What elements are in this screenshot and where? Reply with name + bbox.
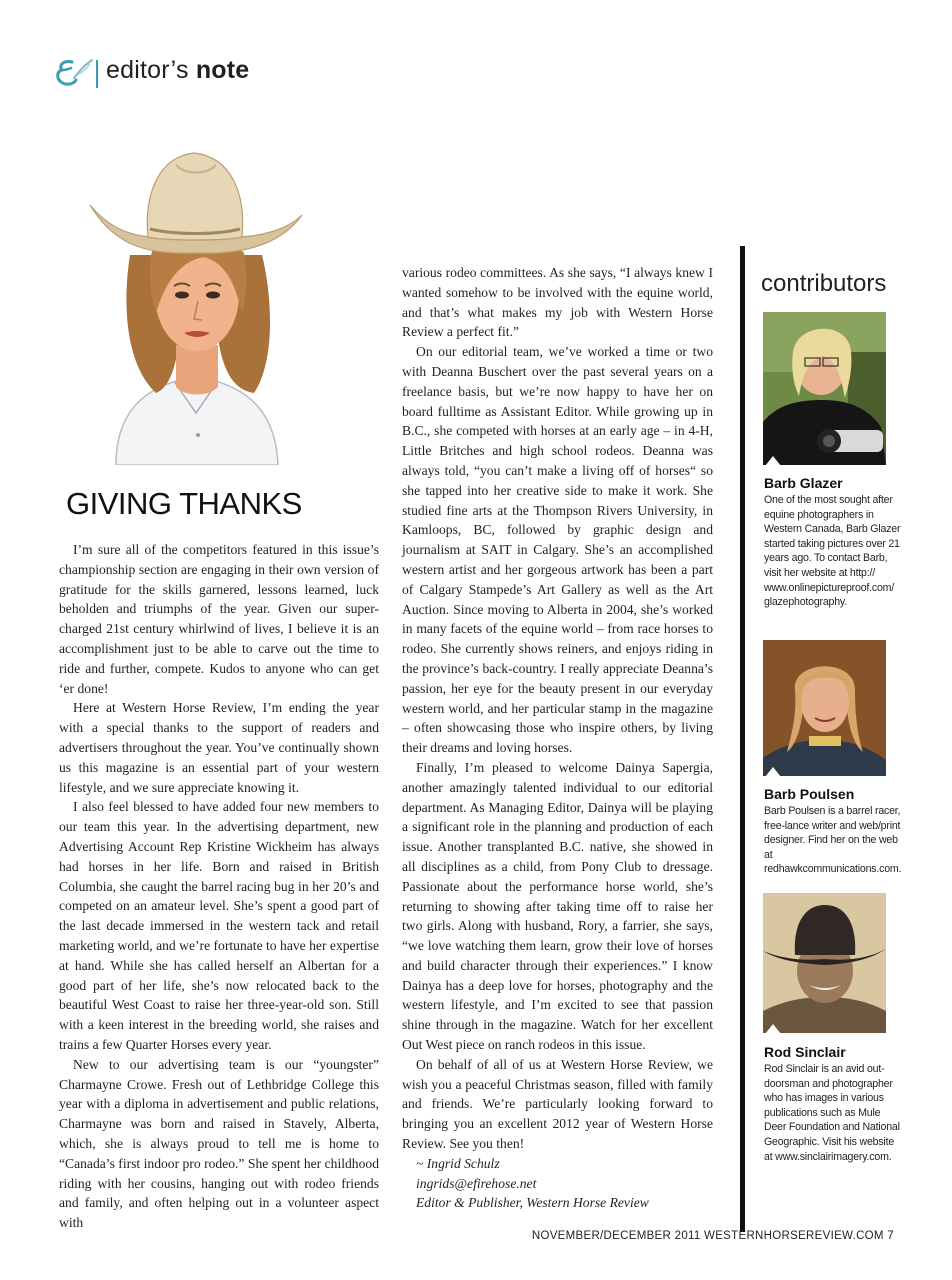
contributors-heading: contributors (761, 270, 887, 297)
editor-portrait-illustration (86, 145, 306, 465)
page-footer: NOVEMBER/DECEMBER 2011 WESTERNHORSEREVIEW.COM 7 (531, 1230, 894, 1242)
paragraph: various rodeo committees. As she says, “I always knew I wanted somehow to be involved with the equine world, and that’s what makes my job with Western Horse Review a perfect fit.” (402, 265, 713, 340)
contributor-photo-rod-sinclair (763, 893, 886, 1033)
section-title (106, 56, 249, 85)
signature-name: ~ Ingrid Schulz (416, 1155, 500, 1171)
contributor-bio: One of the most sought after equine photographers in Western Canada, Barb Glazer started taking pictures over 21 years ago. To contact Barb, visit her website at http:// www.onlinepictureproof.com/ glazephotography. (764, 494, 901, 609)
section-title-prefix: editor’s (106, 56, 189, 84)
paragraph: I’m sure all of the competitors featured in this issue’s championship section are engaging in their own version of gratitude for the skills garnered, lessons learned, luck beholden and triumphs of the year. Given our super-charged 21st century whirlwind of lives, I believe it is an accomplishment just to be able to carve out the time to ride and further, compete. Kudos to anyone who can get ‘er done! (59, 542, 379, 696)
contributor-name: Rod Sinclair (764, 1044, 846, 1060)
paragraph: Here at Western Horse Review, I’m ending the year with a special thanks to the support of readers and advertisers throughout the year. You’ve continually shown us this magazine is an essential part of your western lifestyle, and we sure appreciate knowing it. (59, 700, 379, 795)
section-title-bold: note (195, 56, 250, 84)
contributor-name: Barb Poulsen (764, 786, 855, 802)
article-column-2 (402, 263, 713, 1213)
signature-email: ingrids@efirehose.net (416, 1175, 537, 1191)
article-column-1 (59, 540, 379, 1233)
photo-notch (765, 456, 781, 466)
sidebar-rule (740, 246, 745, 1232)
article-headline: GIVING THANKS (66, 486, 302, 521)
paragraph: New to our advertising team is our “youngster” Charmayne Crowe. Fresh out of Lethbridge College this year with a diploma in advertisement and public relations, Charmayne was born and raised in Stavely, Alberta, which, she is always proud to tell me is home to “Canada’s first indoor pro rodeo.” She spent her childhood riding with her cousins, hanging out with rodeo friends and family, and often helping out in a volunteer aspect with (59, 1056, 379, 1231)
contributor-photo-barb-glazer (763, 312, 886, 465)
contributor-name: Barb Glazer (764, 475, 843, 491)
paragraph: Finally, I’m pleased to welcome Dainya Sapergia, another amazingly talented individual to our editorial department. As Managing Editor, Dainya will be playing a significant role in the planning and production of each issue. Another transplanted B.C. native, she showed in all disciplines as a child, from Pony Club to dressage. Passionate about the performance horse world, she’s returning to showing after taking time off to raise her two girls. Along with husband, Rory, a farrier, she says, “we love watching them learn, grow their love of horses and build character through their experiences.” I know Dainya has a deep love for horses, photography and the western lifestyle, and I’m excited to see that passion shine through in the magazine. Watch for her excellent Out West piece on ranch rodeos in this issue. (402, 759, 713, 1053)
editor-logo-icon (54, 56, 94, 90)
contributor-bio: Barb Poulsen is a barrel racer, free-lance writer and web/print designer. Find her on the web at redhawkcommunications.com. (764, 805, 902, 876)
paragraph: I also feel blessed to have added four new members to our team this year. In the advertising department, new Advertising Account Rep Kristine Wickheim has always had horses in her life. Born and raised in British Columbia, she caught the barrel racing bug in her 20’s and competed on an amateur level. She’s spent a good part of the last decade immersed in the western tack and retail marketing world, and we’re fortunate to have her expertise at hand. While she has called herself an Albertan for a good part of her life, she’s now relocated back to the beautiful West Coast to raise her three-year-old son. Still with a keen interest in the breeding world, she raises and trains a few Quarter Horses every year. (59, 799, 379, 1052)
contributor-bio: Rod Sinclair is an avid out-doorsman and photographer who has images in various publications such as Mule Deer Foundation and National Geographic. Visit his website at www.sinclairimagery.com. (764, 1063, 900, 1163)
photo-notch (765, 767, 781, 777)
contributor-photo-barb-poulsen (763, 640, 886, 776)
paragraph: On behalf of all of us at Western Horse Review, we wish you a peaceful Christmas season, filled with family and friends. We’re particularly looking forward to bringing you an excellent 2012 year of Western Horse Review. See you then! (402, 1056, 713, 1152)
signature-title: Editor & Publisher, Western Horse Review (416, 1195, 649, 1211)
photo-notch (765, 1024, 781, 1034)
header-divider (96, 60, 98, 88)
paragraph: On our editorial team, we’ve worked a time or two with Deanna Buschert over the past several years on a freelance basis, but we’re now happy to have her on board fulltime as Assistant Editor. While growing up in B.C., she competed with horses at an early age – in 4-H, Little Britches and high school rodeos. Deanna was always told, “you can’t make a living off of horses“ so she tapped into her creative side to make it work. She studied fine arts at the Thompson Rivers University, in Kamloops, BC, followed by graphic design and journalism at SAIT in Calgary. She’s an accomplished western artist and her gorgeous artwork has been a part of Calgary Stampede’s Art Gallery as well as the Art Auction. Since moving to Alberta in 2004, she’s worked in many facets of the equine world – from race horses to rodeo. She currently shows reiners, and enjoys riding in the province’s back-country. I really appreciate Deanna’s passion, her eye for the beauty present in our everyday western world, and her particular stamp in the magazine – often showcasing those who inspire others, by living their dreams and loving horses. (402, 344, 713, 756)
